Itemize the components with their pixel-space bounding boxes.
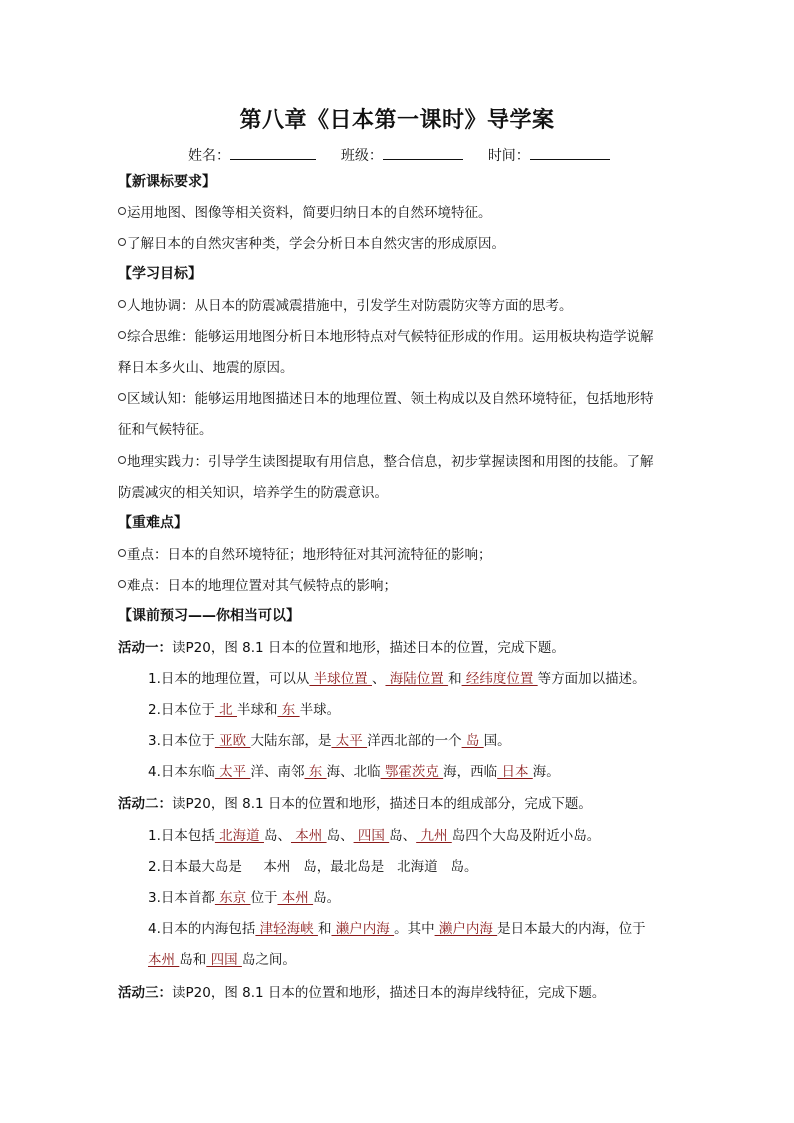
answer-blank[interactable]: 九州	[416, 828, 452, 844]
goal-item	[118, 327, 654, 347]
time-blank[interactable]	[530, 145, 610, 160]
question-text: 和	[317, 921, 332, 937]
question-text: 和	[448, 671, 462, 687]
activity-2-label: 活动二：	[118, 796, 172, 812]
activity-2-intro	[118, 794, 592, 814]
answer-blank[interactable]: 北海道	[214, 828, 264, 844]
bullet-icon	[118, 393, 126, 401]
activity-3-intro	[118, 983, 605, 1003]
activity-1-intro	[118, 638, 565, 658]
bullet-icon	[118, 238, 126, 246]
goal-item	[118, 296, 573, 316]
key-text: 难点：日本的地理位置对其气候特点的影响；	[127, 578, 397, 594]
bullet-icon	[118, 456, 126, 464]
answer-blank[interactable]: 东	[277, 702, 300, 718]
activity-2-question-4	[148, 919, 646, 939]
goal-item	[118, 389, 654, 409]
answer-blank[interactable]: 亚欧	[214, 733, 251, 749]
answer-blank[interactable]: 本州	[148, 952, 180, 968]
activity-1-question-3	[148, 731, 511, 751]
activity-1-text: 读P20，图 8.1 日本的位置和地形，描述日本的位置，完成下题。	[172, 640, 565, 656]
question-text: 3.日本位于	[148, 733, 215, 749]
goal-text: 综合思维：能够运用地图分析日本地形特点对气候特征形成的作用。运用板块构造学说解	[127, 329, 654, 345]
goal-text: 区域认知：能够运用地图描述日本的地理位置、领土构成以及自然环境特征，包括地形特	[127, 391, 654, 407]
goal-text-continued: 征和气候特征。	[118, 422, 213, 438]
question-text: 岛。	[313, 890, 341, 906]
question-text: 4.日本的内海包括	[148, 921, 256, 937]
answer-blank[interactable]: 太平	[214, 764, 251, 780]
question-text: 洋、南邻	[250, 764, 305, 780]
section-heading-standards: 【新课标要求】	[118, 174, 216, 190]
question-text: 海，西临	[443, 764, 498, 780]
name-blank[interactable]	[230, 145, 316, 160]
activity-2-text: 读P20，图 8.1 日本的位置和地形，描述日本的组成部分，完成下题。	[172, 796, 592, 812]
class-label: 班级：	[340, 148, 383, 164]
question-text: 岛四个大岛及附近小岛。	[451, 828, 601, 844]
answer-blank[interactable]: 东京	[214, 890, 251, 906]
standard-item	[118, 203, 492, 223]
standard-text: 运用地图、图像等相关资料，简要归纳日本的自然环境特征。	[127, 205, 492, 221]
question-text: 4.日本东临	[148, 764, 215, 780]
key-text: 重点：日本的自然环境特征；地形特征对其河流特征的影响；	[127, 547, 492, 563]
activity-2-question-4-continued	[148, 950, 296, 970]
activity-1-label: 活动一：	[118, 640, 172, 656]
answer-blank[interactable]: 半球位置	[309, 671, 372, 687]
question-text: 岛、	[326, 828, 354, 844]
answer-blank[interactable]: 海陆位置	[385, 671, 449, 687]
goal-text-continued: 释日本多火山、地震的原因。	[118, 360, 294, 376]
standard-text: 了解日本的自然灾害种类，学会分析日本自然灾害的形成原因。	[127, 236, 505, 252]
answer-blank[interactable]: 四国	[206, 952, 242, 968]
answer-blank[interactable]: 东	[304, 764, 327, 780]
answer-blank[interactable]: 濑户内海	[331, 921, 395, 937]
activity-2-question-1	[148, 826, 600, 846]
question-text: 岛之间。	[241, 952, 296, 968]
standard-item	[118, 234, 505, 254]
section-heading-key: 【重难点】	[118, 515, 188, 531]
bullet-icon	[118, 331, 126, 339]
question-text: 2.日本位于	[148, 702, 215, 718]
question-text: 、	[371, 671, 386, 687]
question-text: 海。	[532, 764, 560, 780]
answer-blank[interactable]: 北	[214, 702, 237, 718]
question-text: 位于	[250, 890, 278, 906]
question-text: 大陆东部，是	[250, 733, 332, 749]
student-info-line	[188, 145, 610, 165]
name-label: 姓名：	[188, 148, 230, 164]
time-label: 时间：	[487, 148, 530, 164]
answer-blank[interactable]: 津轻海峡	[255, 921, 318, 937]
activity-3-label: 活动三：	[118, 985, 172, 1001]
activity-2-question-3	[148, 888, 340, 908]
goal-item	[118, 452, 654, 472]
goal-text: 地理实践力：引导学生读图提取有用信息，整合信息，初步掌握读图和用图的技能。了解	[127, 454, 654, 470]
question-text: 。其中	[394, 921, 435, 937]
activity-2-question-2: 2.日本最大岛是 本州 岛，最北岛是 北海道 岛。	[148, 859, 478, 875]
answer-blank[interactable]: 太平	[331, 733, 368, 749]
answer-blank[interactable]: 岛	[461, 733, 484, 749]
answer-blank[interactable]: 四国	[353, 828, 390, 844]
class-blank[interactable]	[383, 145, 463, 160]
answer-blank[interactable]: 鄂霍茨克	[380, 764, 444, 780]
question-text: 洋西北部的一个	[367, 733, 462, 749]
section-heading-preview: 【课前预习——你相当可以】	[118, 608, 300, 624]
bullet-icon	[118, 580, 126, 588]
question-text: 国。	[483, 733, 511, 749]
question-text: 岛、	[263, 828, 291, 844]
answer-blank[interactable]: 本州	[290, 828, 327, 844]
question-text: 3.日本首都	[148, 890, 215, 906]
question-text: 1.日本的地理位置，可以从	[148, 671, 310, 687]
answer-blank[interactable]: 濑户内海	[434, 921, 498, 937]
section-heading-goals: 【学习目标】	[118, 266, 202, 282]
question-text: 半球。	[299, 702, 341, 718]
bullet-icon	[118, 300, 126, 308]
question-text: 岛、	[389, 828, 417, 844]
question-text: 半球和	[236, 702, 278, 718]
goal-text: 人地协调：从日本的防震减震措施中，引发学生对防震防灾等方面的思考。	[127, 298, 573, 314]
activity-3-text: 读P20，图 8.1 日本的位置和地形，描述日本的海岸线特征，完成下题。	[172, 985, 606, 1001]
question-text: 是日本最大的内海，位于	[497, 921, 646, 937]
answer-blank[interactable]: 经纬度位置	[461, 671, 538, 687]
page-title: 第八章《日本第一课时》导学案	[239, 107, 555, 133]
bullet-icon	[118, 207, 126, 215]
answer-blank[interactable]: 日本	[497, 764, 533, 780]
question-text: 等方面加以描述。	[537, 671, 646, 687]
key-item	[118, 576, 397, 596]
answer-blank[interactable]: 本州	[277, 890, 314, 906]
activity-1-question-1	[148, 669, 646, 689]
question-text: 海、北临	[326, 764, 381, 780]
activity-1-question-2	[148, 700, 340, 720]
bullet-icon	[118, 549, 126, 557]
goal-text-continued: 防震减灾的相关知识，培养学生的防震意识。	[118, 485, 388, 501]
question-text: 1.日本包括	[148, 828, 215, 844]
activity-1-question-4	[148, 762, 560, 782]
question-text: 岛和	[179, 952, 207, 968]
key-item	[118, 545, 492, 565]
